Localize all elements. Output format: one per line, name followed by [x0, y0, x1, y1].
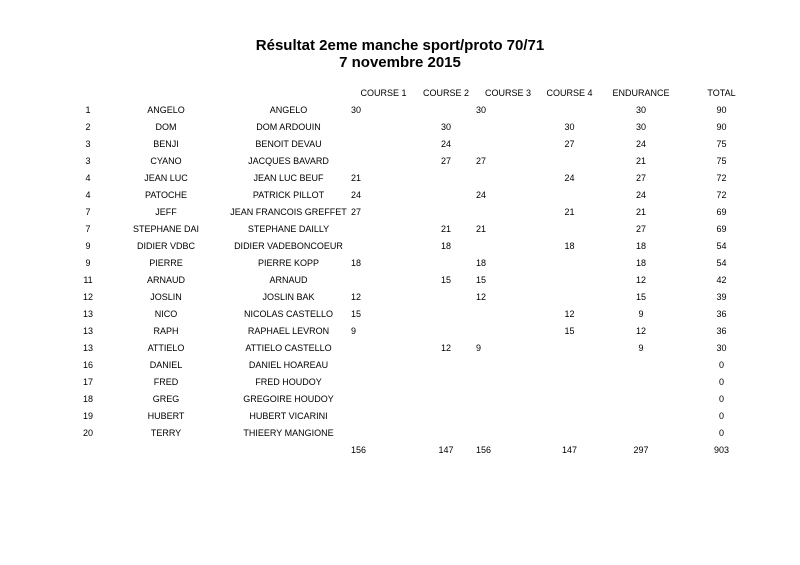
endurance-cell: 24 [635, 190, 646, 200]
course-2-cell: 30 [440, 122, 451, 132]
table-row [70, 272, 760, 289]
total-cell: 0 [718, 360, 724, 370]
table-row [70, 374, 760, 391]
rank-cell: 1 [85, 105, 91, 115]
total-cell: 75 [716, 139, 727, 149]
course-4-cell [540, 221, 599, 238]
endurance-cell: 30 [635, 122, 646, 132]
fullname-cell: THIEERY MANGIONE [243, 428, 334, 438]
course-3-cell: 27 [476, 156, 487, 166]
course-3-cell: 12 [476, 292, 487, 302]
course-1-cell: 21 [351, 173, 362, 183]
endurance-cell: 15 [635, 292, 646, 302]
course-3-cell: 30 [476, 105, 487, 115]
course-2-cell [416, 102, 476, 119]
table-row [70, 357, 760, 374]
course-2-cell: 12 [440, 343, 451, 353]
course-3-cell [476, 136, 540, 153]
rank-cell: 7 [85, 207, 91, 217]
fullname-cell: ARNAUD [269, 275, 308, 285]
nickname-cell: PIERRE [149, 258, 183, 268]
nickname-cell: ATTIELO [147, 343, 185, 353]
rank-cell: 12 [82, 292, 93, 302]
page-title: Résultat 2eme manche sport/proto 70/71 [255, 37, 545, 54]
table-row [70, 289, 760, 306]
course-4-cell [540, 255, 599, 272]
rank-cell: 4 [85, 173, 91, 183]
endurance-cell: 9 [638, 309, 644, 319]
course-2-cell: 15 [440, 275, 451, 285]
endurance-cell: 12 [635, 275, 646, 285]
nickname-cell: NICO [154, 309, 178, 319]
fullname-cell: PATRICK PILLOT [252, 190, 325, 200]
course-4-cell: 18 [564, 241, 575, 251]
table-row [70, 391, 760, 408]
endurance-cell: 27 [635, 173, 646, 183]
fullname-cell: GREGOIRE HOUDOY [243, 394, 334, 404]
header-endurance: ENDURANCE [612, 88, 670, 98]
course-4-cell [540, 357, 599, 374]
course-1-cell [351, 425, 416, 442]
table-row [70, 204, 760, 221]
endurance-cell: 24 [635, 139, 646, 149]
course-2-cell: 27 [440, 156, 451, 166]
rank-cell: 18 [82, 394, 93, 404]
totals-course-2: 147 [438, 445, 454, 455]
total-cell: 54 [716, 258, 727, 268]
endurance-cell [599, 391, 683, 408]
endurance-cell: 21 [635, 207, 646, 217]
course-1-cell: 18 [351, 258, 362, 268]
course-3-cell [476, 408, 540, 425]
endurance-cell: 9 [638, 343, 644, 353]
fullname-cell: NICOLAS CASTELLO [243, 309, 334, 319]
nickname-cell: FRED [153, 377, 179, 387]
header-course-1: COURSE 1 [360, 88, 407, 98]
course-3-cell [476, 306, 540, 323]
course-2-cell [416, 374, 476, 391]
header-course-4: COURSE 4 [546, 88, 593, 98]
fullname-cell: JEAN FRANCOIS GREFFET [230, 207, 347, 217]
total-cell: 0 [718, 411, 724, 421]
nickname-cell: DANIEL [149, 360, 183, 370]
course-2-cell [416, 170, 476, 187]
table-row [70, 340, 760, 357]
rank-cell: 13 [82, 309, 93, 319]
nickname-cell: BENJI [153, 139, 179, 149]
table-row [70, 408, 760, 425]
course-3-cell: 21 [476, 224, 487, 234]
nickname-cell: JOSLIN [150, 292, 182, 302]
totals-course-1: 156 [351, 445, 367, 455]
course-3-cell [476, 391, 540, 408]
fullname-cell: RAPHAEL LEVRON [247, 326, 330, 336]
fullname-cell: BENOIT DEVAU [255, 139, 322, 149]
course-3-cell: 9 [476, 343, 482, 353]
endurance-cell [599, 357, 683, 374]
page-date: 7 novembre 2015 [339, 54, 461, 71]
course-1-cell: 9 [351, 326, 357, 336]
total-cell: 39 [716, 292, 727, 302]
totals-total: 903 [713, 445, 730, 455]
course-1-cell [351, 221, 416, 238]
total-cell: 69 [716, 207, 727, 217]
rank-cell: 3 [85, 139, 91, 149]
nickname-cell: DIDIER VDBC [136, 241, 195, 251]
fullname-cell: STEPHANE DAILLY [247, 224, 330, 234]
course-2-cell: 21 [440, 224, 451, 234]
course-1-cell: 15 [351, 309, 362, 319]
fullname-cell: HUBERT VICARINI [249, 411, 328, 421]
course-2-cell [416, 289, 476, 306]
course-2-cell [416, 306, 476, 323]
total-cell: 54 [716, 241, 727, 251]
nickname-cell: JEAN LUC [144, 173, 188, 183]
table-header-row [70, 85, 760, 102]
course-3-cell [476, 170, 540, 187]
course-2-cell [416, 255, 476, 272]
course-1-cell [351, 119, 416, 136]
course-1-cell [351, 272, 416, 289]
total-cell: 42 [716, 275, 727, 285]
course-2-cell [416, 204, 476, 221]
course-1-cell [351, 153, 416, 170]
endurance-cell: 18 [635, 258, 646, 268]
fullname-cell: FRED HOUDOY [255, 377, 322, 387]
rank-cell: 4 [85, 190, 91, 200]
course-1-cell [351, 238, 416, 255]
endurance-cell [599, 374, 683, 391]
course-4-cell [540, 408, 599, 425]
fullname-cell: DIDIER VADEBONCOEUR [234, 241, 343, 251]
course-1-cell [351, 340, 416, 357]
rank-cell: 13 [82, 326, 93, 336]
endurance-cell: 12 [635, 326, 646, 336]
endurance-cell [599, 408, 683, 425]
rank-cell: 2 [85, 122, 91, 132]
course-4-cell: 15 [564, 326, 575, 336]
totals-nickname [106, 442, 226, 459]
endurance-cell: 30 [635, 105, 646, 115]
rank-cell: 20 [82, 428, 93, 438]
total-cell: 90 [716, 122, 727, 132]
fullname-cell: JOSLIN BAK [262, 292, 315, 302]
table-row [70, 187, 760, 204]
results-body [70, 102, 760, 442]
table-row [70, 170, 760, 187]
course-4-cell [540, 391, 599, 408]
course-3-cell: 15 [476, 275, 487, 285]
header-rank [70, 85, 106, 102]
rank-cell: 9 [85, 258, 91, 268]
fullname-cell: JACQUES BAVARD [248, 156, 329, 166]
course-3-cell [476, 204, 540, 221]
course-1-cell [351, 357, 416, 374]
nickname-cell: STEPHANE DAI [132, 224, 199, 234]
course-2-cell: 18 [440, 241, 451, 251]
table-row [70, 238, 760, 255]
course-3-cell [476, 357, 540, 374]
table-row [70, 102, 760, 119]
totals-course-4: 147 [561, 445, 578, 455]
total-cell: 36 [716, 309, 727, 319]
total-cell: 0 [718, 394, 724, 404]
course-3-cell [476, 238, 540, 255]
course-4-cell [540, 289, 599, 306]
course-2-cell [416, 391, 476, 408]
table-row [70, 221, 760, 238]
course-1-cell [351, 408, 416, 425]
course-1-cell [351, 136, 416, 153]
course-4-cell [540, 187, 599, 204]
nickname-cell: HUBERT [147, 411, 185, 421]
endurance-cell [599, 425, 683, 442]
course-3-cell: 18 [476, 258, 487, 268]
nickname-cell: DOM [155, 122, 177, 132]
total-cell: 69 [716, 224, 727, 234]
table-row [70, 306, 760, 323]
total-cell: 90 [716, 105, 727, 115]
nickname-cell: PATOCHE [144, 190, 187, 200]
fullname-cell: ANGELO [269, 105, 308, 115]
nickname-cell: ANGELO [147, 105, 185, 115]
total-cell: 0 [718, 428, 724, 438]
header-nickname [106, 85, 226, 102]
table-row [70, 119, 760, 136]
totals-course-3: 156 [476, 445, 492, 455]
course-1-cell: 30 [351, 105, 362, 115]
rank-cell: 9 [85, 241, 91, 251]
table-row [70, 425, 760, 442]
course-2-cell [416, 357, 476, 374]
rank-cell: 11 [83, 275, 93, 285]
course-4-cell: 30 [564, 122, 575, 132]
totals-rank [70, 442, 106, 459]
course-3-cell [476, 119, 540, 136]
nickname-cell: TERRY [150, 428, 182, 438]
table-row [70, 323, 760, 340]
course-1-cell: 27 [351, 207, 362, 217]
total-cell: 72 [716, 173, 727, 183]
fullname-cell: DANIEL HOAREAU [248, 360, 329, 370]
course-1-cell: 12 [351, 292, 362, 302]
course-4-cell: 21 [564, 207, 575, 217]
course-2-cell [416, 408, 476, 425]
total-cell: 0 [718, 377, 724, 387]
totals-row [70, 442, 760, 459]
header-total: TOTAL [707, 88, 736, 98]
table-row [70, 136, 760, 153]
nickname-cell: JEFF [155, 207, 177, 217]
header-course-3: COURSE 3 [484, 88, 531, 98]
rank-cell: 13 [82, 343, 93, 353]
rank-cell: 7 [85, 224, 91, 234]
results-table [70, 85, 760, 459]
course-2-cell: 24 [440, 139, 451, 149]
course-4-cell [540, 102, 599, 119]
course-4-cell: 12 [564, 309, 575, 319]
total-cell: 75 [716, 156, 727, 166]
endurance-cell: 27 [635, 224, 646, 234]
course-4-cell [540, 272, 599, 289]
course-2-cell [416, 323, 476, 340]
total-cell: 36 [716, 326, 727, 336]
total-cell: 72 [716, 190, 727, 200]
total-cell: 30 [716, 343, 727, 353]
course-4-cell [540, 374, 599, 391]
course-3-cell: 24 [476, 190, 487, 200]
nickname-cell: ARNAUD [146, 275, 185, 285]
rank-cell: 19 [82, 411, 93, 421]
fullname-cell: PIERRE KOPP [257, 258, 320, 268]
endurance-cell: 21 [635, 156, 646, 166]
course-3-cell [476, 374, 540, 391]
course-2-cell [416, 425, 476, 442]
nickname-cell: RAPH [153, 326, 179, 336]
nickname-cell: GREG [152, 394, 180, 404]
course-3-cell [476, 425, 540, 442]
fullname-cell: JEAN LUC BEUF [253, 173, 324, 183]
course-3-cell [476, 323, 540, 340]
course-1-cell: 24 [351, 190, 362, 200]
course-1-cell [351, 374, 416, 391]
header-fullname [226, 85, 351, 102]
course-4-cell [540, 340, 599, 357]
table-row [70, 255, 760, 272]
totals-fullname [226, 442, 351, 459]
fullname-cell: DOM ARDOUIN [256, 122, 321, 132]
course-4-cell [540, 425, 599, 442]
nickname-cell: CYANO [150, 156, 182, 166]
endurance-cell: 18 [635, 241, 646, 251]
rank-cell: 3 [85, 156, 91, 166]
course-2-cell [416, 187, 476, 204]
header-course-2: COURSE 2 [422, 88, 469, 98]
table-row [70, 153, 760, 170]
course-4-cell [540, 153, 599, 170]
rank-cell: 16 [82, 360, 93, 370]
fullname-cell: ATTIELO CASTELLO [245, 343, 332, 353]
course-4-cell: 27 [564, 139, 575, 149]
course-4-cell: 24 [564, 173, 575, 183]
course-1-cell [351, 391, 416, 408]
totals-endurance: 297 [633, 445, 649, 455]
rank-cell: 17 [82, 377, 93, 387]
